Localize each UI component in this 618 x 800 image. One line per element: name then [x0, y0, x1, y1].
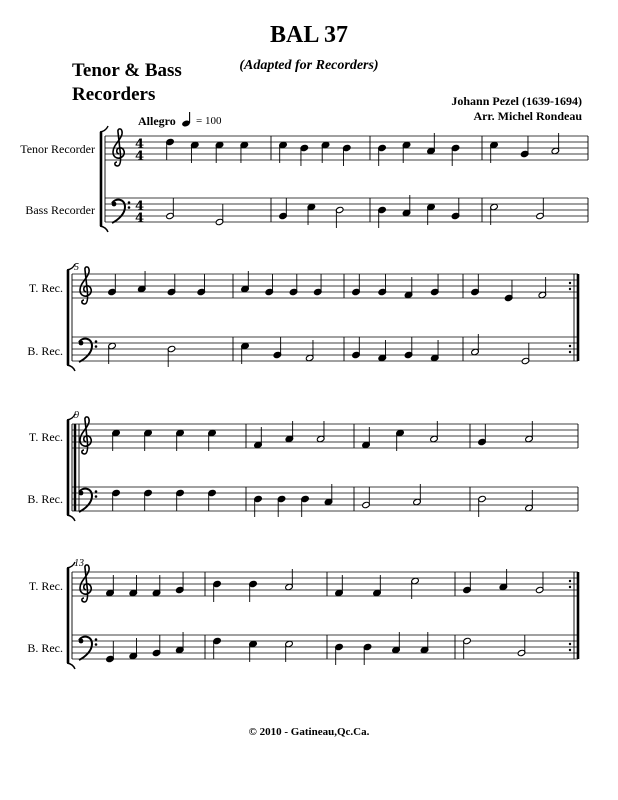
bass-label-system-4: B. Rec.	[27, 641, 63, 655]
measure-number-system-2: 5	[74, 262, 79, 273]
bracket-bottom	[67, 515, 75, 521]
svg-text:4: 4	[135, 199, 145, 214]
repeat-dot	[569, 288, 571, 290]
tenor-note	[463, 572, 472, 594]
svg-text:4: 4	[135, 149, 145, 164]
measure-number-system-4: 13	[74, 558, 84, 569]
bass-note	[521, 343, 530, 365]
bass-note	[451, 198, 460, 220]
tenor-note	[471, 274, 480, 296]
bass-note	[106, 641, 115, 663]
bass-note	[166, 198, 175, 220]
tenor-label-system-2: T. Rec.	[28, 281, 63, 295]
bass-note	[254, 495, 263, 517]
tenor-note	[265, 274, 274, 296]
tenor-note	[166, 138, 175, 160]
bass-note	[301, 495, 310, 517]
bracket-bottom	[100, 226, 108, 232]
bass-note	[213, 637, 222, 659]
tenor-label-system-1: Tenor Recorder	[20, 142, 95, 156]
repeat-dot	[569, 345, 571, 347]
bass-note	[478, 495, 487, 517]
tenor-note	[430, 274, 439, 296]
bass-clef-icon	[79, 637, 98, 660]
tenor-note	[289, 274, 298, 296]
bass-note	[463, 637, 472, 659]
tempo-value: = 100	[196, 115, 222, 127]
repeat-dot	[569, 351, 571, 353]
bass-clef-icon	[79, 339, 98, 362]
bass-note	[112, 489, 121, 511]
tenor-note	[504, 280, 513, 302]
bass-staff	[72, 635, 578, 659]
bass-note	[277, 495, 286, 517]
treble-clef-icon	[80, 565, 91, 602]
repeat-dot	[569, 649, 571, 651]
tenor-note	[478, 424, 487, 446]
bracket-top	[67, 264, 75, 270]
tenor-note	[175, 572, 184, 594]
bass-note	[144, 489, 153, 511]
ensemble-heading-line2: Recorders	[72, 84, 156, 105]
ensemble-heading-line1: Tenor & Bass	[72, 60, 182, 81]
repeat-dot	[569, 643, 571, 645]
bass-staff	[105, 198, 588, 222]
copyright-footer: © 2010 - Gatineau,Qc.Ca.	[248, 726, 370, 738]
tenor-staff	[72, 572, 578, 596]
bracket-top	[100, 126, 108, 132]
tenor-note	[197, 274, 206, 296]
tenor-label-system-3: T. Rec.	[28, 430, 63, 444]
tempo-marking: Allegro	[138, 114, 176, 128]
tenor-note	[249, 580, 258, 602]
tenor-note	[352, 274, 361, 296]
bass-clef-icon	[79, 489, 98, 512]
treble-clef-icon	[113, 129, 124, 166]
tenor-note	[451, 144, 460, 166]
bracket-bottom	[67, 663, 75, 669]
tenor-note	[520, 136, 529, 158]
bass-note	[176, 489, 185, 511]
tenor-note	[342, 144, 351, 166]
repeat-dot	[569, 282, 571, 284]
tenor-note	[313, 274, 322, 296]
bass-note	[404, 337, 413, 359]
subtitle: (Adapted for Recorders)	[239, 58, 379, 73]
page-title: BAL 37	[269, 22, 349, 48]
bass-label-system-3: B. Rec.	[27, 492, 63, 506]
bass-note	[215, 204, 224, 226]
time-signature-bass	[135, 199, 144, 226]
bass-note	[273, 337, 282, 359]
bass-note	[363, 643, 372, 665]
bracket-top	[67, 414, 75, 420]
tenor-note	[535, 572, 544, 594]
tenor-note	[213, 580, 222, 602]
bass-clef-icon	[112, 200, 131, 223]
bracket-bottom	[67, 365, 75, 371]
measure-number-system-3: 9	[74, 410, 79, 421]
arranger-credit: Arr. Michel Rondeau	[473, 109, 582, 123]
bass-note	[279, 198, 288, 220]
bass-note	[335, 643, 344, 665]
repeat-dot	[569, 586, 571, 588]
time-signature-tenor	[135, 137, 144, 164]
tenor-staff	[72, 274, 578, 298]
tenor-note	[300, 144, 309, 166]
treble-clef-icon	[80, 417, 91, 454]
tenor-label-system-4: T. Rec.	[28, 579, 63, 593]
bracket-top	[67, 562, 75, 568]
bass-note	[152, 635, 161, 657]
svg-text:4: 4	[135, 137, 145, 152]
treble-clef-icon	[80, 267, 91, 304]
bass-note	[208, 489, 217, 511]
tenor-note	[378, 274, 387, 296]
bass-note	[352, 337, 361, 359]
tenor-note	[108, 274, 117, 296]
bass-note	[378, 206, 387, 228]
bass-note	[335, 206, 344, 228]
bass-note	[362, 487, 371, 509]
composer-credit: Johann Pezel (1639-1694)	[451, 94, 582, 108]
bass-label-system-1: Bass Recorder	[25, 203, 95, 217]
svg-text:4: 4	[135, 211, 145, 226]
bass-label-system-2: B. Rec.	[27, 344, 63, 358]
tenor-note	[378, 144, 387, 166]
tenor-note	[167, 274, 176, 296]
repeat-dot	[569, 580, 571, 582]
bass-note	[167, 345, 176, 367]
bass-staff	[72, 337, 578, 361]
bass-note	[536, 198, 545, 220]
bass-note	[517, 635, 526, 657]
